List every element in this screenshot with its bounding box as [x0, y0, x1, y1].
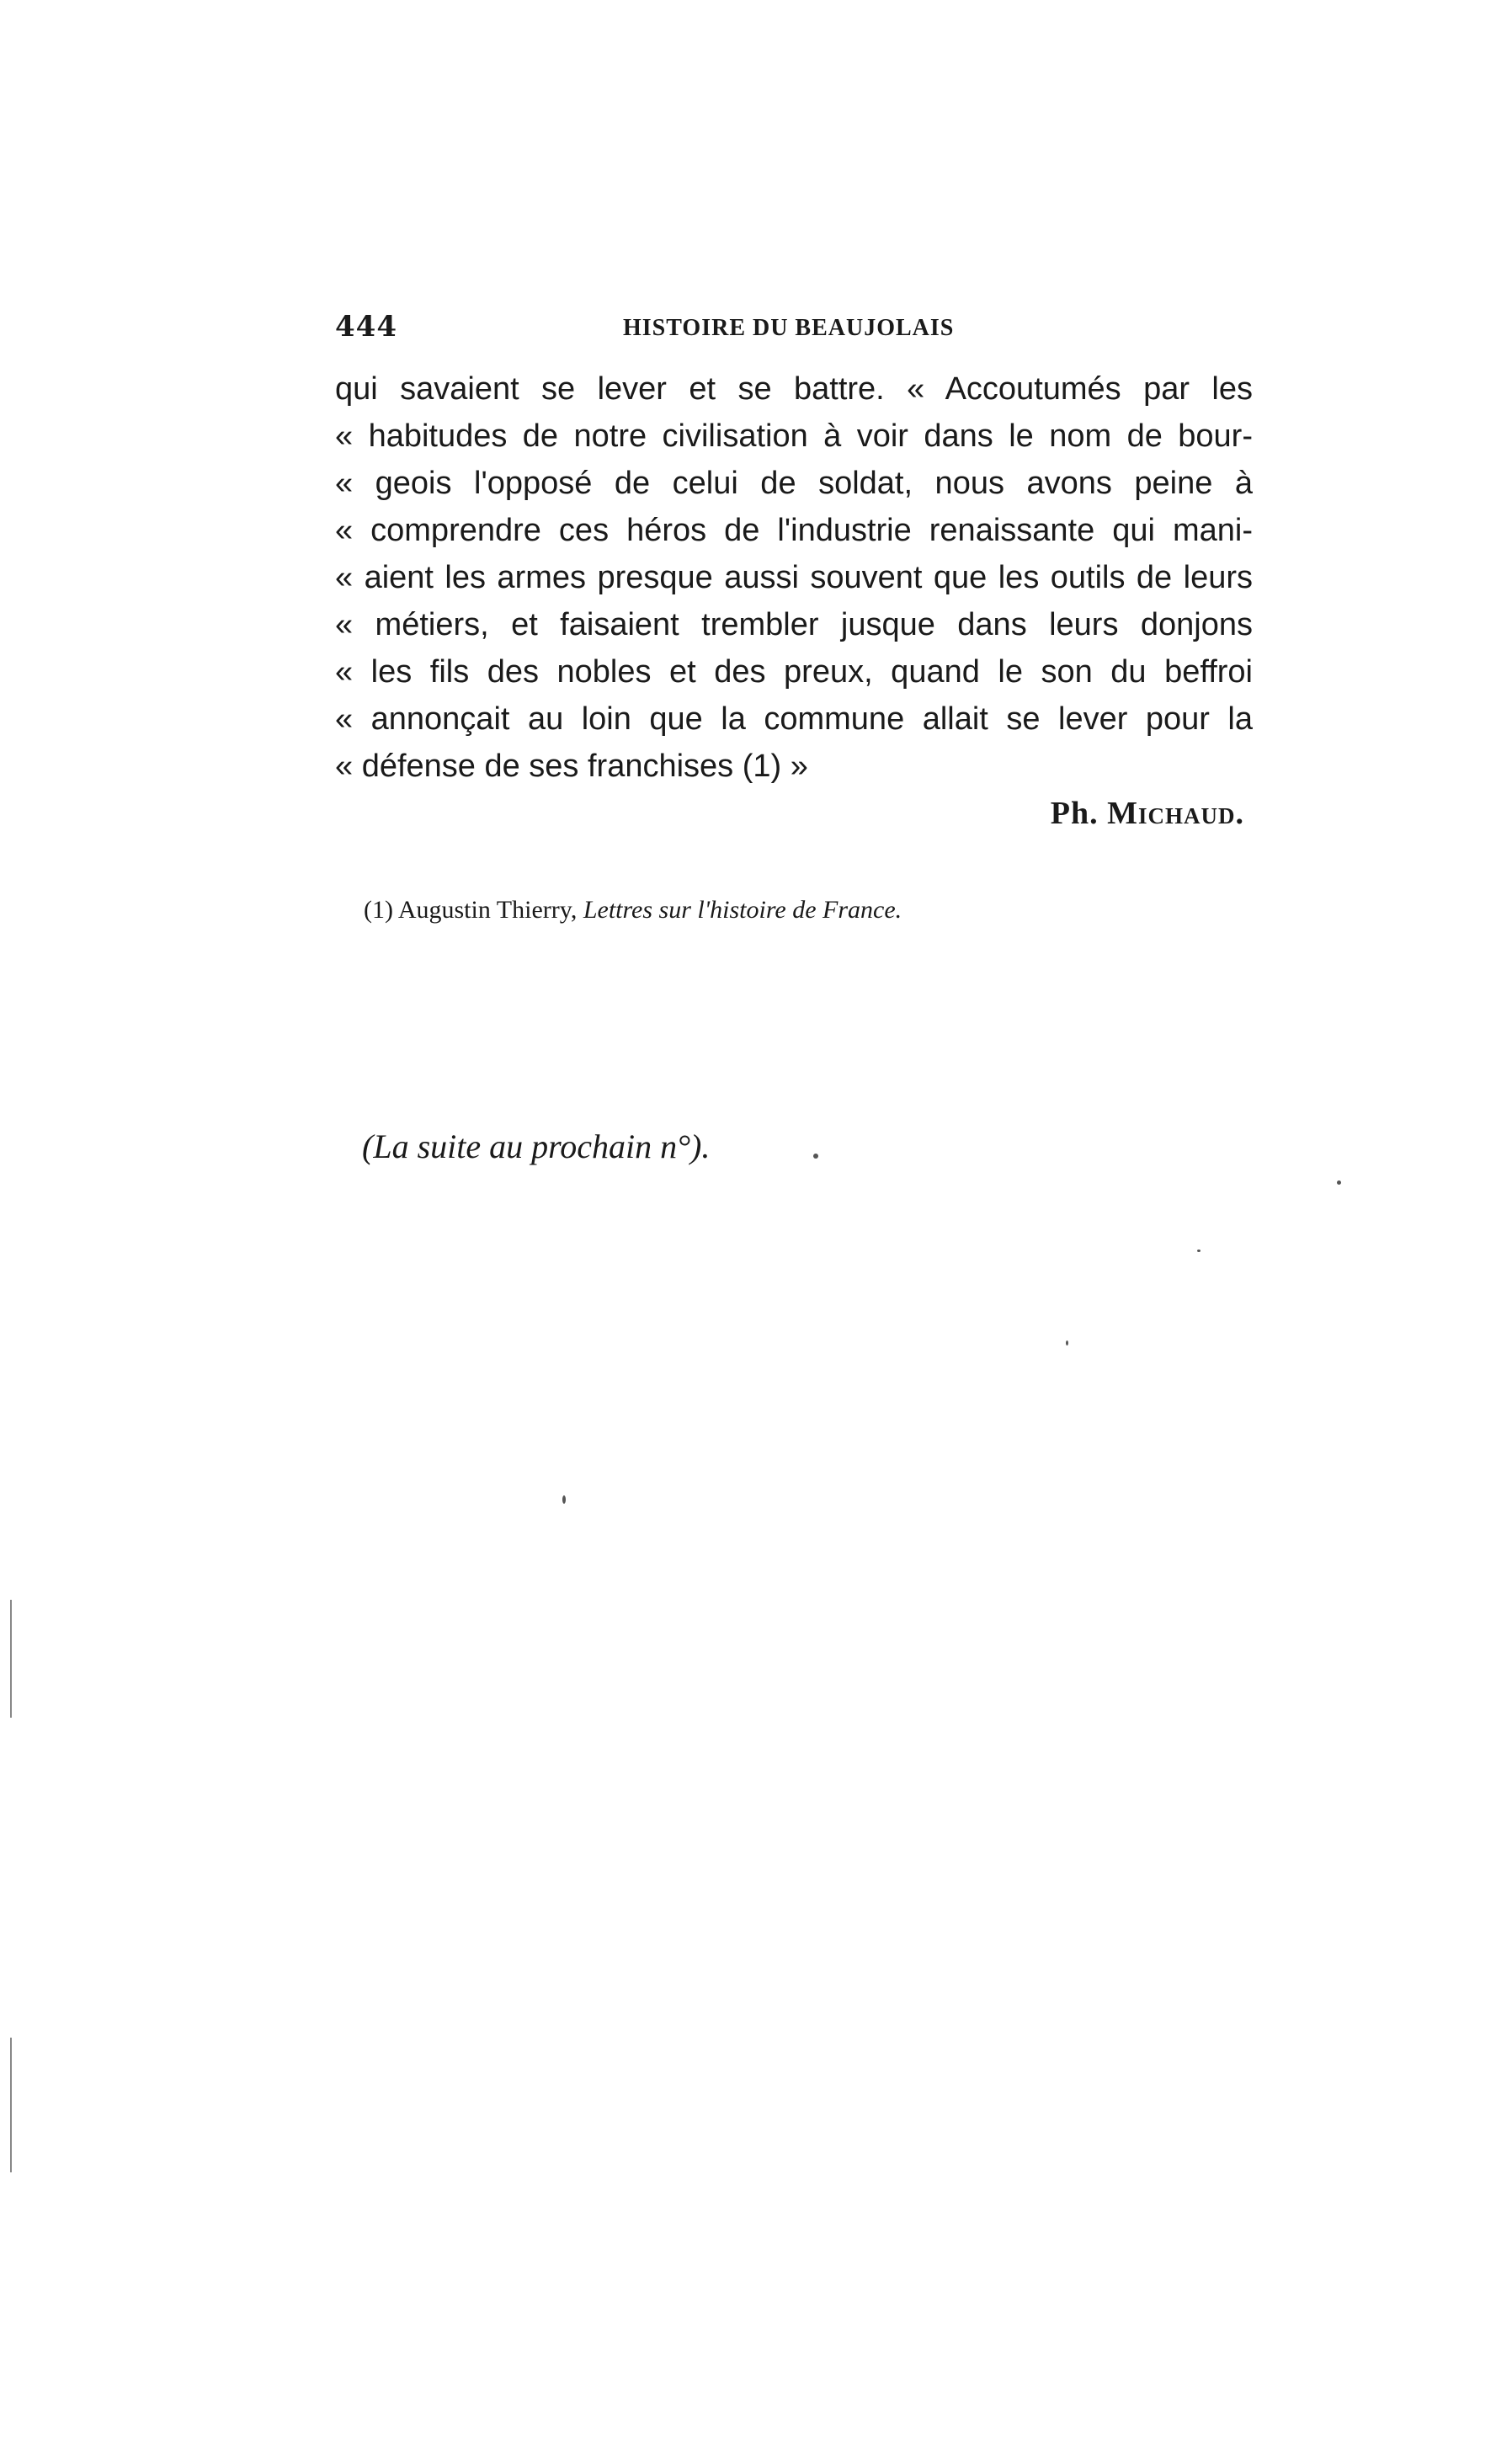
signature-initials: Ph. — [1050, 796, 1099, 831]
text-line: qui savaient se lever et se battre. « Accoutumés par les — [335, 371, 1253, 407]
continuation-note — [362, 1127, 710, 1166]
text-line: « annonçait au loin que la commune allait se lever pour la — [335, 701, 1253, 737]
margin-scan-line — [10, 2038, 12, 2172]
footnote — [364, 896, 902, 925]
text-line: « comprendre ces héros de l'industrie renaissante qui mani- — [335, 513, 1253, 548]
scan-speck — [813, 1154, 818, 1159]
footnote-marker: (1) — [364, 896, 393, 924]
scan-speck — [1066, 1340, 1068, 1346]
margin-scan-line — [10, 1600, 12, 1718]
text-line: « défense de ses franchises (1) » — [335, 749, 808, 784]
text-line: « les fils des nobles et des preux, quand le son du beffroi — [335, 654, 1253, 690]
scan-speck — [1337, 1180, 1341, 1185]
text-line: « habitudes de notre civilisation à voir dans le nom de bour- — [335, 418, 1253, 454]
page-number: 444 — [335, 310, 397, 344]
continuation-text: (La suite au prochain n°). — [362, 1127, 711, 1165]
signature — [1051, 795, 1244, 832]
scan-speck — [562, 1495, 566, 1504]
running-title: HISTOIRE DU BEAUJOLAIS — [623, 315, 955, 341]
text-line: « aient les armes presque aussi souvent que les outils de leurs — [335, 560, 1253, 595]
signature-name: Michaud. — [1107, 796, 1244, 831]
footnote-title: Lettres sur l'histoire de France. — [583, 896, 902, 924]
page-header — [335, 310, 1244, 347]
text-line: « métiers, et faisaient trembler jusque dans leurs donjons — [335, 607, 1253, 642]
text-line: « geois l'opposé de celui de soldat, nous avons peine à — [335, 466, 1253, 501]
scan-speck — [1197, 1250, 1201, 1252]
footnote-author: Augustin Thierry, — [397, 896, 578, 924]
body-paragraph — [335, 365, 1253, 790]
